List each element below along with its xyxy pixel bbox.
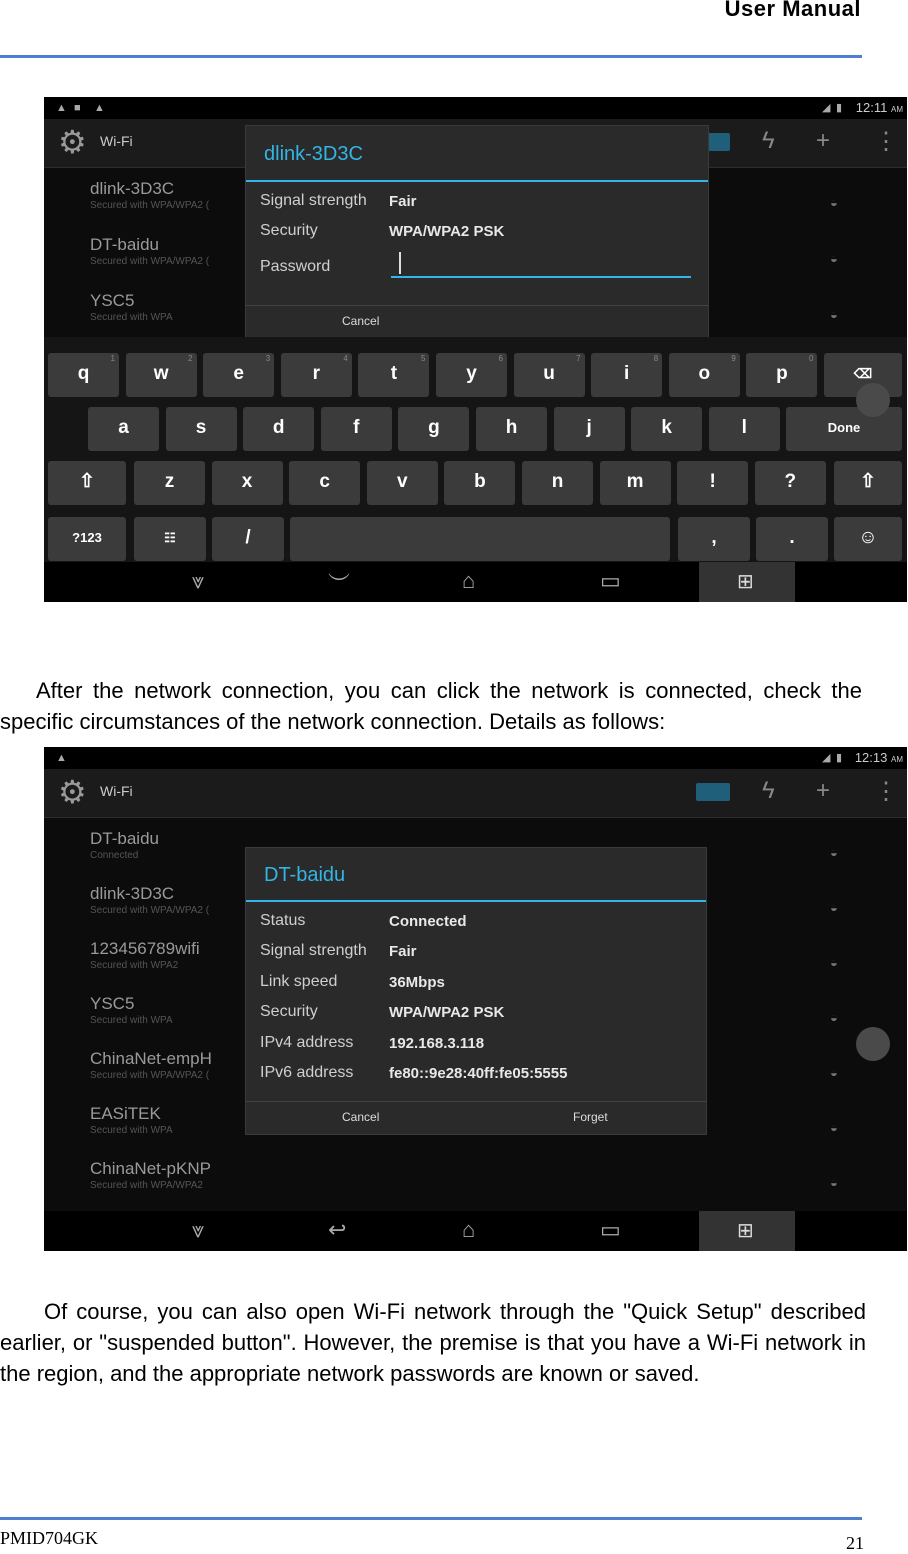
status-value: 36Mbps <box>389 973 445 991</box>
key-label: h <box>505 417 518 438</box>
screenshot-icon: ⊞ <box>737 1220 754 1242</box>
wifi-password-dialog <box>245 125 709 339</box>
status-label: IPv4 address <box>260 1033 354 1051</box>
network-name: DT-baidu <box>90 829 159 848</box>
key-l[interactable] <box>709 407 780 451</box>
settings-key[interactable]: ☷ <box>134 517 206 561</box>
password-label: Password <box>260 258 331 275</box>
status-time: 12:11 AM <box>855 100 903 115</box>
network-item[interactable] <box>90 1159 211 1193</box>
dialog-buttons <box>246 1101 706 1134</box>
dialog-title: DT-baidu <box>264 864 346 886</box>
period-key[interactable]: . <box>756 517 828 561</box>
hide-keyboard-icon[interactable]: ⩔ <box>192 568 205 593</box>
key-label: b <box>474 471 486 492</box>
status-bar <box>44 97 907 119</box>
key-label: d <box>272 417 285 438</box>
key-label: Done <box>827 420 861 435</box>
key-hint: 0 <box>808 354 814 363</box>
wifi-lock-icon: ◒ <box>830 1175 838 1190</box>
key-k[interactable] <box>631 407 702 451</box>
key-label: g <box>428 417 440 438</box>
key-label: z <box>164 471 175 492</box>
network-status: Secured with WPA <box>90 1125 173 1136</box>
key-label: n <box>551 471 564 492</box>
status-value: WPA/WPA2 PSK <box>389 1004 505 1022</box>
key-label: t <box>390 363 398 384</box>
key-label: e <box>233 363 244 384</box>
status-time: 12:13 AM <box>854 750 903 765</box>
action-bar <box>44 769 907 818</box>
key-label: ! <box>709 471 716 492</box>
key-hint: 1 <box>110 354 115 363</box>
signal-strength-value: Fair <box>389 193 417 210</box>
status-bar <box>44 747 907 769</box>
wps-icon[interactable]: ϟ <box>762 777 775 804</box>
slash-key[interactable]: / <box>212 517 284 561</box>
network-item[interactable] <box>90 884 209 918</box>
key-a[interactable] <box>88 407 159 451</box>
key-m[interactable] <box>600 461 671 505</box>
key-r[interactable] <box>281 353 352 397</box>
key-h[interactable] <box>476 407 547 451</box>
status-value: 192.168.3.118 <box>389 1034 485 1052</box>
key-i[interactable] <box>591 353 662 397</box>
manual-header-title: User Manual <box>724 0 861 21</box>
key-q[interactable] <box>48 353 119 397</box>
recent-apps-icon[interactable]: ▭ <box>600 568 621 593</box>
wifi-lock-icon: ◒ <box>830 1120 838 1135</box>
navigation-bar <box>44 1211 907 1251</box>
gear-icon[interactable]: ⚙ <box>58 124 87 160</box>
network-item[interactable] <box>90 1049 212 1083</box>
done-key[interactable] <box>786 407 902 451</box>
key-e[interactable] <box>203 353 274 397</box>
wifi-lock-icon: ◒ <box>830 251 838 266</box>
page-number: 21 <box>846 1533 864 1553</box>
key-label: r <box>312 363 320 384</box>
key-o[interactable] <box>669 353 740 397</box>
security-label: Security <box>260 222 318 239</box>
notification-icon: ▲ <box>56 102 67 114</box>
header-rule <box>0 55 862 58</box>
floating-button[interactable] <box>856 383 890 417</box>
wifi-signal-icon: ◢ <box>822 752 831 764</box>
forget-button[interactable]: Forget <box>573 1110 608 1124</box>
notification-icon: ▲ <box>56 752 67 764</box>
key-label: o <box>698 363 711 384</box>
key-label: f <box>353 417 360 438</box>
emoji-key[interactable]: ☺ <box>834 517 902 561</box>
status-value: Fair <box>389 943 417 961</box>
key-label: u <box>543 363 555 384</box>
network-status: Secured with WPA <box>90 1015 173 1026</box>
screenshot-wifi-status <box>44 747 907 1251</box>
key-y[interactable] <box>436 353 507 397</box>
wifi-status-dialog <box>245 847 707 1135</box>
battery-icon: ▮ <box>836 752 843 764</box>
status-value: fe80::9e28:40ff:fe05:5555 <box>389 1065 568 1082</box>
network-status: Secured with WPA/WPA2 ( <box>90 1070 210 1081</box>
symbols-key[interactable]: ?123 <box>48 517 126 561</box>
network-item[interactable] <box>90 994 173 1028</box>
footer-rule <box>0 1517 862 1520</box>
cancel-button[interactable]: Cancel <box>342 1110 380 1124</box>
wifi-lock-icon: ◒ <box>830 955 838 970</box>
key-v[interactable] <box>367 461 438 505</box>
key-label: l <box>741 417 747 438</box>
wifi-lock-icon: ◒ <box>830 1065 838 1080</box>
network-status: Secured with WPA2 <box>90 960 179 971</box>
hide-keyboard-icon[interactable]: ⩔ <box>192 1217 205 1242</box>
key-hint: 4 <box>343 354 348 363</box>
key-u[interactable] <box>514 353 585 397</box>
footer-model: PMID704GK <box>0 1528 99 1548</box>
shift-key-left[interactable]: ⇧ <box>48 461 126 505</box>
security-value: WPA/WPA2 PSK <box>389 223 505 240</box>
key-label: w <box>153 363 169 384</box>
wifi-lock-icon: ◒ <box>830 845 838 860</box>
key-b[interactable] <box>444 461 515 505</box>
network-name: YSC5 <box>90 994 135 1013</box>
key-d[interactable] <box>243 407 314 451</box>
key-x[interactable] <box>212 461 283 505</box>
quick-setup-button[interactable] <box>699 1211 795 1251</box>
overflow-menu-icon[interactable]: ⋮ <box>874 778 898 805</box>
key-label: k <box>661 417 672 438</box>
dialog-title-divider <box>246 180 708 182</box>
screenshot-wifi-password <box>44 97 907 602</box>
network-status: Connected <box>90 850 139 861</box>
key-label: ? <box>784 471 797 492</box>
network-name: dlink-3D3C <box>90 884 175 903</box>
comma-key[interactable]: , <box>678 517 750 561</box>
key-hint: 5 <box>420 354 426 363</box>
key-question[interactable] <box>755 461 826 505</box>
key-hint: 2 <box>188 354 193 363</box>
key-hint: 8 <box>653 354 659 363</box>
key-label: x <box>241 471 253 492</box>
key-label: y <box>466 363 477 384</box>
gear-icon[interactable]: ⚙ <box>58 774 87 810</box>
add-network-icon[interactable]: + <box>816 777 831 804</box>
status-label: IPv6 address <box>260 1064 354 1081</box>
status-label: Link speed <box>260 972 338 990</box>
network-item[interactable] <box>90 1104 173 1138</box>
password-cursor <box>399 252 401 274</box>
key-label: s <box>195 417 207 438</box>
status-value: Connected <box>389 913 467 930</box>
key-c[interactable] <box>289 461 360 505</box>
wifi-lock-icon: ◒ <box>830 900 838 915</box>
key-label: c <box>319 471 330 492</box>
network-name: EASiTEK <box>90 1104 161 1123</box>
overflow-menu-icon[interactable]: ⋮ <box>874 128 898 155</box>
key-z[interactable] <box>134 461 205 505</box>
paragraph-network-details: After the network connection, you can click the network is connected, check the specific circumstances of the network connection. Details as follows: <box>0 678 862 734</box>
quick-setup-button[interactable] <box>699 562 795 602</box>
key-hint: 7 <box>576 354 581 363</box>
cancel-button[interactable]: Cancel <box>342 314 380 328</box>
navigation-bar <box>44 562 907 602</box>
network-status: Secured with WPA/WPA2 ( <box>90 905 210 916</box>
add-network-icon[interactable]: + <box>816 127 831 154</box>
wifi-signal-icon: ◢ <box>822 102 831 114</box>
signal-strength-label: Signal strength <box>260 192 367 209</box>
network-item[interactable] <box>90 939 200 973</box>
floating-button[interactable] <box>856 1027 890 1061</box>
key-f[interactable] <box>321 407 392 451</box>
network-name: ChinaNet-empH <box>90 1049 212 1068</box>
key-g[interactable] <box>398 407 469 451</box>
soft-keyboard <box>44 337 907 565</box>
home-icon[interactable]: ⌂ <box>462 568 476 593</box>
key-label: v <box>397 471 408 492</box>
key-hint: 6 <box>498 354 503 363</box>
key-label: j <box>586 417 592 438</box>
network-item[interactable]: DT-baidu Secured with WPA/WPA2 ( <box>90 235 210 267</box>
wps-icon[interactable]: ϟ <box>762 127 775 154</box>
key-label: i <box>624 363 630 384</box>
paragraph-quick-setup-note: Of course, you can also open Wi-Fi network through the "Quick Setup" described earlier, or "suspended button". However, the premise is that you have a Wi-Fi network in the region, and the appropriate network passwords are known or saved. <box>0 1299 866 1386</box>
space-key[interactable] <box>290 517 670 561</box>
dialog-title: dlink-3D3C <box>264 143 363 165</box>
network-name: ChinaNet-pKNP <box>90 1159 211 1178</box>
network-item[interactable]: YSC5 Secured with WPA <box>90 291 173 323</box>
key-exclamation[interactable] <box>677 461 748 505</box>
wifi-lock-icon: ◒ <box>830 1010 838 1025</box>
wifi-lock-icon: ◒ <box>830 307 838 322</box>
key-hint: 9 <box>731 354 736 363</box>
key-s[interactable] <box>166 407 237 451</box>
back-icon[interactable]: ︶ <box>328 572 351 597</box>
key-hint: 3 <box>265 354 271 363</box>
key-p[interactable] <box>746 353 817 397</box>
status-label: Signal strength <box>260 942 367 960</box>
dialog-title-divider <box>246 900 706 902</box>
status-label: Security <box>260 1003 318 1021</box>
app-title: Wi-Fi <box>100 783 133 799</box>
key-j[interactable] <box>554 407 625 451</box>
password-input[interactable] <box>391 276 691 278</box>
key-t[interactable] <box>358 353 429 397</box>
network-status: Secured with WPA/WPA2 <box>90 1180 203 1191</box>
shift-key-right[interactable]: ⇧ <box>834 461 902 505</box>
warning-icon: ▲ <box>94 102 105 114</box>
key-n[interactable] <box>522 461 593 505</box>
key-label: p <box>776 363 788 384</box>
key-label: a <box>118 417 129 438</box>
backspace-key[interactable]: ⌫ <box>824 353 902 397</box>
network-name: 123456789wifi <box>90 939 200 958</box>
key-w[interactable] <box>126 353 197 397</box>
dialog-buttons <box>246 305 708 338</box>
wifi-toggle[interactable] <box>696 783 730 801</box>
recent-apps-icon[interactable]: ▭ <box>600 1217 621 1242</box>
app-title: Wi-Fi <box>100 133 133 149</box>
back-icon[interactable]: ↩ <box>328 1217 347 1242</box>
key-label: q <box>77 363 90 384</box>
screenshot-icon: ⊞ <box>737 571 754 593</box>
network-item[interactable]: dlink-3D3C Secured with WPA/WPA2 ( <box>90 179 210 211</box>
battery-icon: ▮ <box>836 102 843 114</box>
wifi-lock-icon: ◒ <box>830 195 838 210</box>
key-label: m <box>626 471 644 492</box>
status-label: Status <box>260 912 306 929</box>
sd-card-icon: ■ <box>74 102 81 114</box>
network-item[interactable] <box>90 829 159 863</box>
home-icon[interactable]: ⌂ <box>462 1217 476 1242</box>
